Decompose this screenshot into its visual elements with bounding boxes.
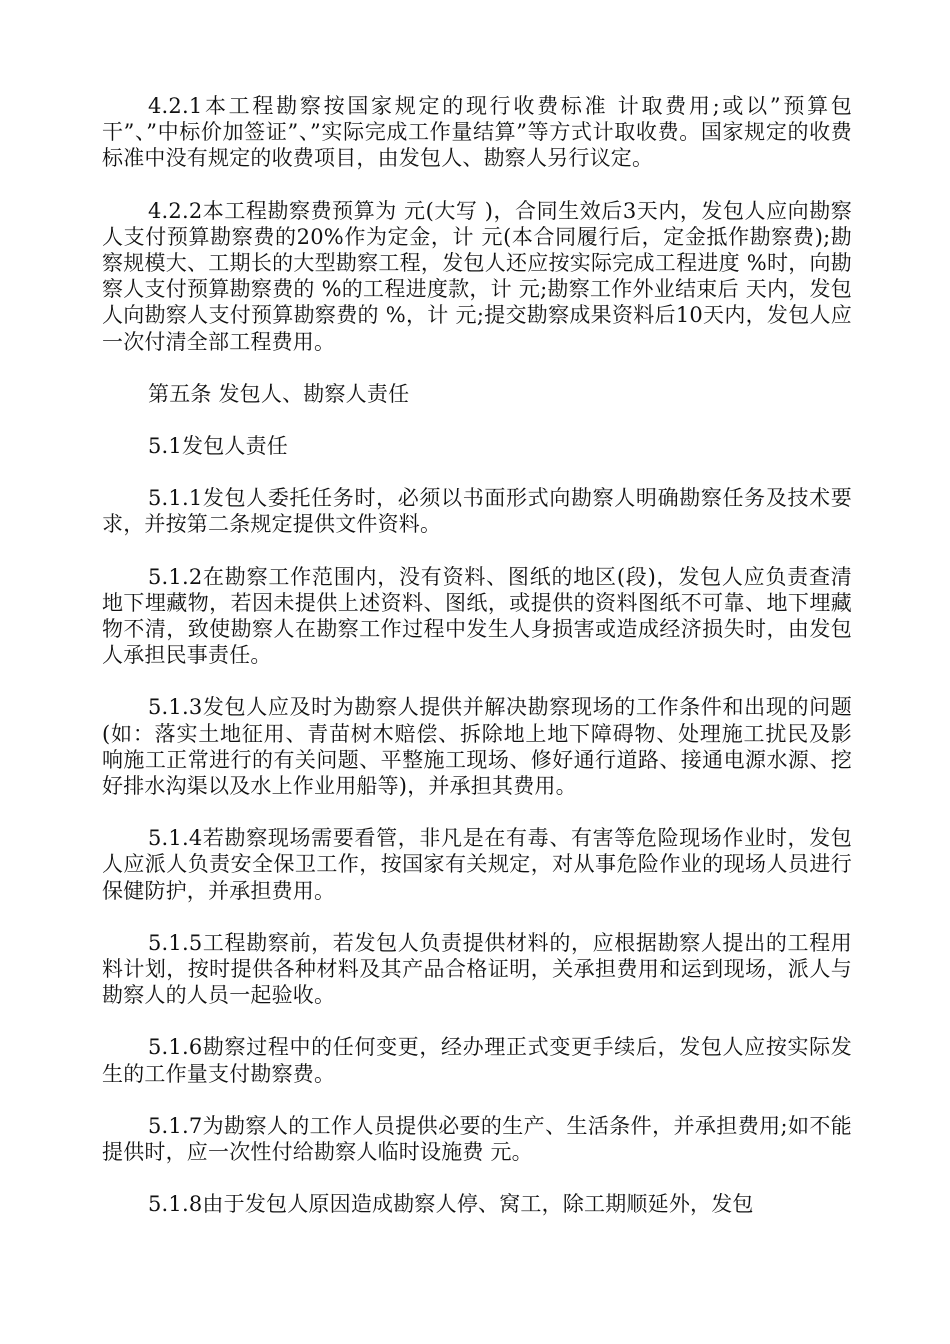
paragraph-5-1-3: 5.1.3发包人应及时为勘察人提供并解决勘察现场的工作条件和出现的问题(如：落实土地征用、青苗树木赔偿、拆除地上地下障碍物、处理施工扰民及影响施工正常进行的有关问题、平整施工现场、修好通行道路、接通电源水源、挖好排水沟渠以及水上作业用船等)，并承担其费用。 <box>102 695 852 799</box>
paragraph-5-1-2: 5.1.2在勘察工作范围内，没有资料、图纸的地区(段)，发包人应负责查清地下埋藏物，若因未提供上述资料、图纸，或提供的资料图纸不可靠、地下埋藏物不清，致使勘察人在勘察工作过程中发生人身损害或造成经济损失时，由发包人承担民事责任。 <box>102 564 852 668</box>
paragraph-4-2-1: 4.2.1本工程勘察按国家规定的现行收费标准 计取费用;或以”预算包干”、”中标价加签证”、”实际完成工作量结算”等方式计取收费。国家规定的收费标准中没有规定的收费项目，由发包人、勘察人另行议定。 <box>102 94 852 171</box>
paragraph-4-2-2: 4.2.2本工程勘察费预算为 元(大写 )，合同生效后3天内，发包人应向勘察人支付预算勘察费的20%作为定金，计 元(本合同履行后，定金抵作勘察费);勘察规模大、工期长的大型勘察工程，发包人还应按实际完成工程进度 %时，向勘察人支付预算勘察费的 %的工程进度款，计 元;勘察工作外业结束后 天内，发包人向勘察人支付预算勘察费的 %，计 元;提交勘察成果资料后10天内，发包人应一次付清全部工程费用。 <box>102 198 852 354</box>
paragraph-5-1-4: 5.1.4若勘察现场需要看管，非凡是在有毒、有害等危险现场作业时，发包人应派人负责安全保卫工作，按国家有关规定，对从事危险作业的现场人员进行保健防护，并承担费用。 <box>102 826 852 903</box>
subsection-heading-5-1: 5.1发包人责任 <box>148 434 288 459</box>
paragraph-5-1-1: 5.1.1发包人委托任务时，必须以书面形式向勘察人明确勘察任务及技术要求，并按第二条规定提供文件资料。 <box>102 486 852 537</box>
paragraph-5-1-5: 5.1.5工程勘察前，若发包人负责提供材料的，应根据勘察人提出的工程用料计划，按时提供各种材料及其产品合格证明，关承担费用和运到现场，派人与勘察人的人员一起验收。 <box>102 930 852 1008</box>
section-heading-article-5: 第五条 发包人、勘察人责任 <box>148 381 410 406</box>
paragraph-5-1-8: 5.1.8由于发包人原因造成勘察人停、窝工，除工期顺延外，发包 <box>148 1192 754 1217</box>
document-page <box>102 93 852 1244</box>
paragraph-5-1-7: 5.1.7为勘察人的工作人员提供必要的生产、生活条件，并承担费用;如不能提供时，应一次性付给勘察人临时设施费 元。 <box>102 1113 852 1165</box>
paragraph-5-1-6: 5.1.6勘察过程中的任何变更，经办理正式变更手续后，发包人应按实际发生的工作量支付勘察费。 <box>102 1035 852 1086</box>
